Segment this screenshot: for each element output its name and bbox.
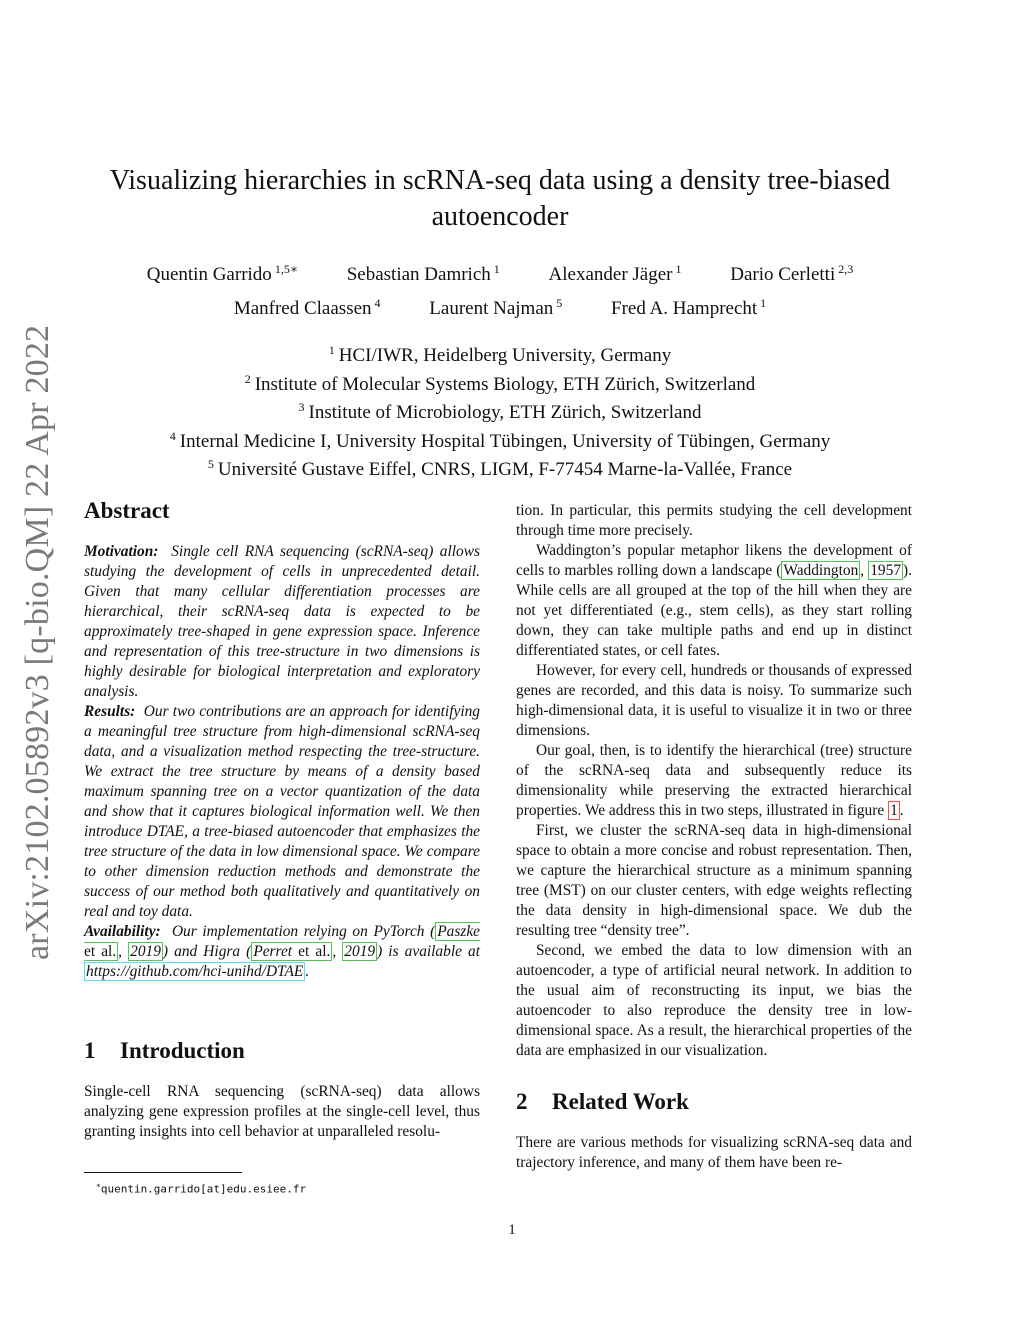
left-column xyxy=(84,497,480,1142)
introduction-continued xyxy=(516,501,912,1061)
abstract-results: Results: Our two contributions are an approach for identifying a meaningful tree structure from high-dimensional scRNA-seq data, and a visualization method respecting the tree-structure. We extract the tree structure by means of a density based maximum spanning tree on a vector quantization of the data and show that it captures biological information well. We then introduce DTAE, a tree-biased autoencoder that emphasizes the tree structure of the data in low dimensional space. We compare to other dimension reduction methods and demonstrate the success of our method both qualitatively and quantitatively on real and toy data. xyxy=(84,703,480,920)
page-number: 1 xyxy=(508,1222,516,1238)
title-line-2: autoencoder xyxy=(431,201,569,232)
paper-title xyxy=(60,163,940,235)
paragraph: tion. In particular, this permits studying the cell development through time more precisely. xyxy=(516,502,912,539)
author: Laurent Najman $^5$ xyxy=(429,296,563,319)
author: Dario Cerletti $^{2,3}$ xyxy=(730,262,854,285)
abstract-body xyxy=(84,542,480,982)
right-column xyxy=(516,501,912,1173)
paragraph: Waddington’s popular metaphor likens the development of cells to marbles rolling down a landscape ( Waddington , 1957 ). While cells are all grouped at the top of the hill when they are not yet differentiated (e.g., stem cells), as they start rolling down, they can take multiple paths and end up in distinct differentiated states, or cell fates. xyxy=(516,542,912,659)
affiliation: $^5$ Université Gustave Eiffel, CNRS, LIGM, F-77454 Marne-la-Vallée, France xyxy=(207,457,793,480)
author: Sebastian Damrich $^1$ xyxy=(346,262,500,285)
citation-perret-year[interactable]: 2019 xyxy=(344,943,376,960)
citation-perret[interactable]: Perret et al. xyxy=(253,943,331,960)
affiliation: $^3$ Institute of Microbiology, ETH Zürich, Switzerland xyxy=(298,400,702,423)
paragraph: There are various methods for visualizing scRNA-seq data and trajectory inference, and many of them have been re- xyxy=(516,1134,912,1171)
citation-waddington[interactable]: Waddington xyxy=(783,562,859,579)
introduction-body xyxy=(84,1082,480,1142)
author-row-2 xyxy=(60,291,940,321)
affiliation: $^1$ HCI/IWR, Heidelberg University, Germany xyxy=(328,343,672,366)
related-work-body xyxy=(516,1133,912,1173)
paragraph: First, we cluster the scRNA-seq data in high-dimensional space to obtain a more concise and robust representation. Then, we capture the hierarchical structure as a minimum spanning tree (MST) on our cluster centers, with edge weights reflecting the data density in high-dimensional space. We dub the resulting tree “density tree”. xyxy=(516,822,912,939)
github-link[interactable]: https://github.com/hci-unihd/DTAE xyxy=(86,963,304,980)
paragraph: Our goal, then, is to identify the hierarchical (tree) structure of the scRNA-seq data and subsequently reduce its dimensionality while preserving the extracted hierarchical properties. We address this in two steps, illustrated in figure 1 . xyxy=(516,742,912,819)
citation-waddington-year[interactable]: 1957 xyxy=(870,562,902,579)
author: Quentin Garrido $^{1,5∗}$ xyxy=(146,262,298,285)
abstract-heading: Abstract xyxy=(84,498,170,523)
related-work-heading: 2 Related Work xyxy=(516,1089,689,1114)
intro-paragraph: Single-cell RNA sequencing (scRNA-seq) data allows analyzing gene expression profiles at the single-cell level, thus granting insights into cell behavior at unparalleled resolu- xyxy=(84,1083,480,1140)
affiliation: $^4$ Internal Medicine I, University Hospital Tübingen, University of Tübingen, Germany xyxy=(169,428,831,452)
author-row-1 xyxy=(60,257,940,287)
title-line-1: Visualizing hierarchies in scRNA-seq data using a density tree-biased xyxy=(109,165,891,196)
author: Manfred Claassen $^4$ xyxy=(233,296,381,319)
abstract-motivation: Motivation: Single cell RNA sequencing (scRNA-seq) allows studying the development of cells in unprecedented detail. Given that many cellular differentiation processes are hierarchical, their scRNA-seq data is expected to be approximately tree-shaped in gene expression space. Inference and representation of this tree-structure in two dimensions is highly desirable for biological interpretation and exploratory analysis. xyxy=(84,543,480,700)
introduction-heading: 1 Introduction xyxy=(84,1038,245,1063)
abstract-availability: Availability: Our implementation relying on PyTorch ( Paszke et al. , 2019 ) and Higra ( Perret et al. , 2019 ) is available at https://github.com/hci-unihd/DTAE . xyxy=(84,923,481,980)
paragraph: Second, we embed the data to low dimension with an autoencoder, a type of artificial neural network. In addition to the usual aim of reconstructing its input, we bias the autoencoder to also reproduce the density tree in low-dimensional space. As a result, the hierarchical properties of the data are emphasized in our visualization. xyxy=(516,942,912,1059)
author: Fred A. Hamprecht $^1$ xyxy=(611,296,767,319)
citation-paszke-year[interactable]: 2019 xyxy=(130,943,161,960)
footnote: ∗quentin.garrido[at]edu.esiee.fr xyxy=(96,1181,307,1196)
paragraph: However, for every cell, hundreds or thousands of expressed genes are recorded, and this data is noisy. To summarize such high-dimensional data, it is useful to visualize it in two or three dimensions. xyxy=(516,662,912,739)
affiliation: $^2$ Institute of Molecular Systems Biology, ETH Zürich, Switzerland xyxy=(244,371,756,395)
affiliations xyxy=(60,339,940,482)
author: Alexander Jäger $^1$ xyxy=(548,262,682,285)
figure-ref[interactable]: 1 xyxy=(890,802,898,819)
citation-paszke[interactable]: Paszke et al. xyxy=(84,923,480,960)
arxiv-stamp: arXiv:2102.05892v3 [q-bio.QM] 22 Apr 2022 xyxy=(19,324,56,960)
footnote-rule xyxy=(84,1172,242,1173)
